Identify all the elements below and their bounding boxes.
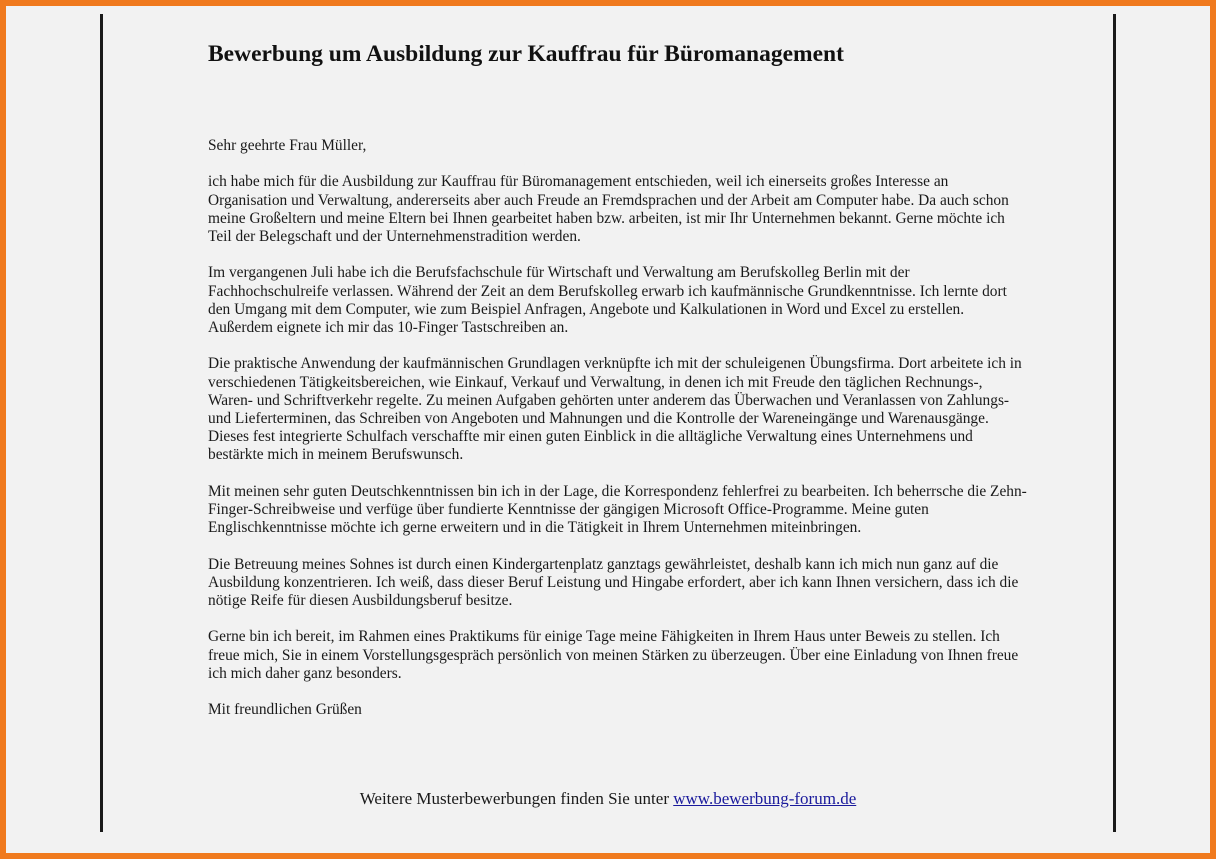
closing: Mit freundlichen Grüßen: [208, 701, 362, 719]
footer-link[interactable]: www.bewerbung-forum.de: [673, 789, 857, 808]
document-title: Bewerbung um Ausbildung zur Kauffrau für Büromanagement: [208, 41, 844, 67]
left-margin-rule: [100, 14, 103, 832]
letter-body: [208, 137, 1028, 738]
paragraph-4: Mit meinen sehr guten Deutschkenntnissen bin ich in der Lage, die Korrespondenz fehlerfrei zu bearbeiten. Ich beherrsche die Zehn-Finger-Schreibweise und verfüge über fundierte Kenntnisse der gängigen Microsoft Office-Programme. Meine guten Englischkenntnisse möchte ich gerne erweitern und in die Tätigkeit in Ihrem Unternehmen miteinbringen.: [208, 482, 1027, 537]
salutation: Sehr geehrte Frau Müller,: [208, 137, 367, 154]
paragraph-2: Im vergangenen Juli habe ich die Berufsfachschule für Wirtschaft und Verwaltung am Berufskolleg Berlin mit der Fachhochschulreife verlassen. Während der Zeit an dem Berufskolleg erwarb ich kaufmännische Grundkenntnisse. Ich lernte dort den Umgang mit dem Computer, wie zum Beispiel Anfragen, Angebote und Kalkulationen in Word und Excel zu erstellen. Außerdem eignete ich mir das 10-Finger Tastschreiben an.: [208, 264, 1007, 336]
footer: [6, 789, 1210, 809]
document-page: [6, 6, 1210, 853]
right-margin-rule: [1113, 14, 1116, 832]
paragraph-5: Die Betreuung meines Sohnes ist durch einen Kindergartenplatz ganztags gewährleistet, deshalb kann ich mich nun ganz auf die Ausbildung konzentrieren. Ich weiß, dass dieser Beruf Leistung und Hingabe erfordert, aber ich kann Ihnen versichern, dass ich die nötige Reife für diesen Ausbildungsberuf besitze.: [208, 555, 1019, 609]
paragraph-3: Die praktische Anwendung der kaufmännischen Grundlagen verknüpfte ich mit der schuleigenen Übungsfirma. Dort arbeitete ich in verschiedenen Tätigkeitsbereichen, wie Einkauf, Verkauf und Verwaltung, in denen ich mit Freude den täglichen Rechnungs-, Waren- und Schriftverkehr regelte. Zu meinen Aufgaben gehörten unter anderem das Überwachen und Veranlassen von Zahlungs- und Lieferterminen, das Schreiben von Angeboten und Mahnungen und die Kontrolle der Wareneingänge und Warenausgänge. Dieses fest integrierte Schulfach verschaffte mir einen guten Einblick in die alltägliche Verwaltung eines Unternehmens und bestärkte mich in meinem Berufswunsch.: [208, 355, 1022, 464]
paragraph-1: ich habe mich für die Ausbildung zur Kauffrau für Büromanagement entschieden, weil ich einerseits großes Interesse an Organisation und Verwaltung, andererseits aber auch Freude an Fremdsprachen und der Arbeit am Computer habe. Da auch schon meine Großeltern und meine Eltern bei Ihnen gearbeitet haben bzw. arbeiten, ist mir Ihr Unternehmen bekannt. Gerne möchte ich Teil der Belegschaft und der Unternehmenstradition werden.: [208, 173, 1009, 245]
paragraph-6: Gerne bin ich bereit, im Rahmen eines Praktikums für einige Tage meine Fähigkeiten in Ihrem Haus unter Beweis zu stellen. Ich freue mich, Sie in einem Vorstellungsgespräch persönlich von meinen Stärken zu überzeugen. Über eine Einladung von Ihnen freue ich mich daher ganz besonders.: [208, 628, 1019, 682]
footer-text: Weitere Musterbewerbungen finden Sie unter: [359, 789, 674, 808]
